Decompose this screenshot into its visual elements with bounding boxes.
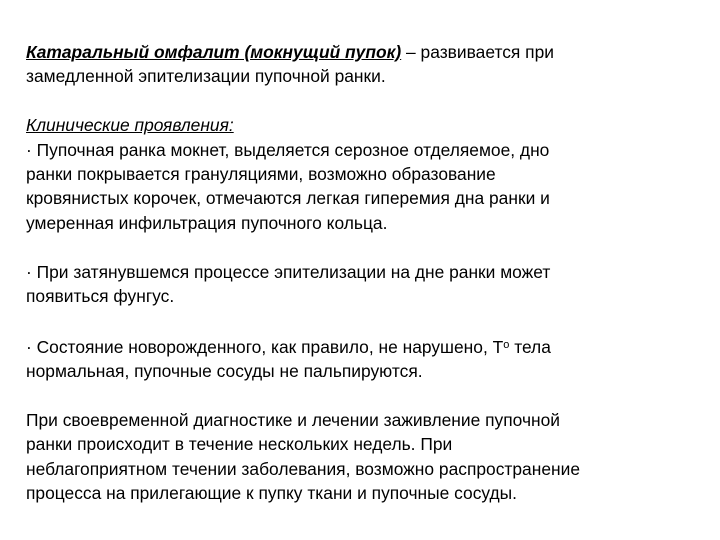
intro-paragraph [26, 40, 694, 89]
bullet-1-line-1: · Пупочная ранка мокнет, выделяется серозное отделяемое, дно [26, 139, 550, 160]
conclusion-line-3: неблагоприятном течении заболевания, возможно распространение [26, 458, 580, 479]
bullet-1-line-3: кровянистых корочек, отмечаются легкая гиперемия дна ранки и [26, 188, 550, 209]
spacer [26, 384, 694, 408]
intro-line-2: замедленной эпителизации пупочной ранки. [26, 66, 386, 87]
conclusion-line-2: ранки происходит в течение нескольких недель. При [26, 434, 453, 455]
bullet-2-line-2: появиться фунгус. [26, 286, 175, 307]
bullet-3-line-1-text: · Состояние новорожденного, как правило, не нарушено, T [26, 336, 504, 357]
slide-text-body [26, 40, 694, 506]
clinical-heading: Клинические проявления: [26, 115, 234, 136]
spacer [26, 89, 694, 113]
intro-line-1-rest: – развивается при [401, 42, 554, 62]
bullet-1-line-4: умеренная инфильтрация пупочного кольца. [26, 212, 388, 233]
conclusion-line-4: процесса на прилегающие к пупку ткани и пупочные сосуды. [26, 483, 517, 504]
bullet-2-line-1: · При затянувшемся процессе эпителизации на дне ранки может [26, 261, 551, 282]
intro-line-1 [26, 40, 694, 64]
bullet-3-line-1 [26, 333, 694, 359]
spacer [26, 235, 694, 259]
clinical-section [26, 113, 694, 235]
degree-superscript: о [503, 338, 510, 351]
bullet-3-line-2: нормальная, пупочные сосуды не пальпируются. [26, 361, 423, 382]
spacer [26, 308, 694, 332]
conclusion-line-1: При своевременной диагностике и лечении заживление пупочной [26, 410, 560, 431]
bullet-2 [26, 260, 694, 309]
bullet-3-line-1-end: тела [509, 336, 551, 357]
bullet-1-line-2: ранки покрывается грануляциями, возможно образование [26, 164, 496, 185]
conclusion-paragraph [26, 408, 694, 506]
bullet-3 [26, 333, 694, 384]
omphalitis-term: Катаральный омфалит (мокнущий пупок) [26, 42, 402, 62]
